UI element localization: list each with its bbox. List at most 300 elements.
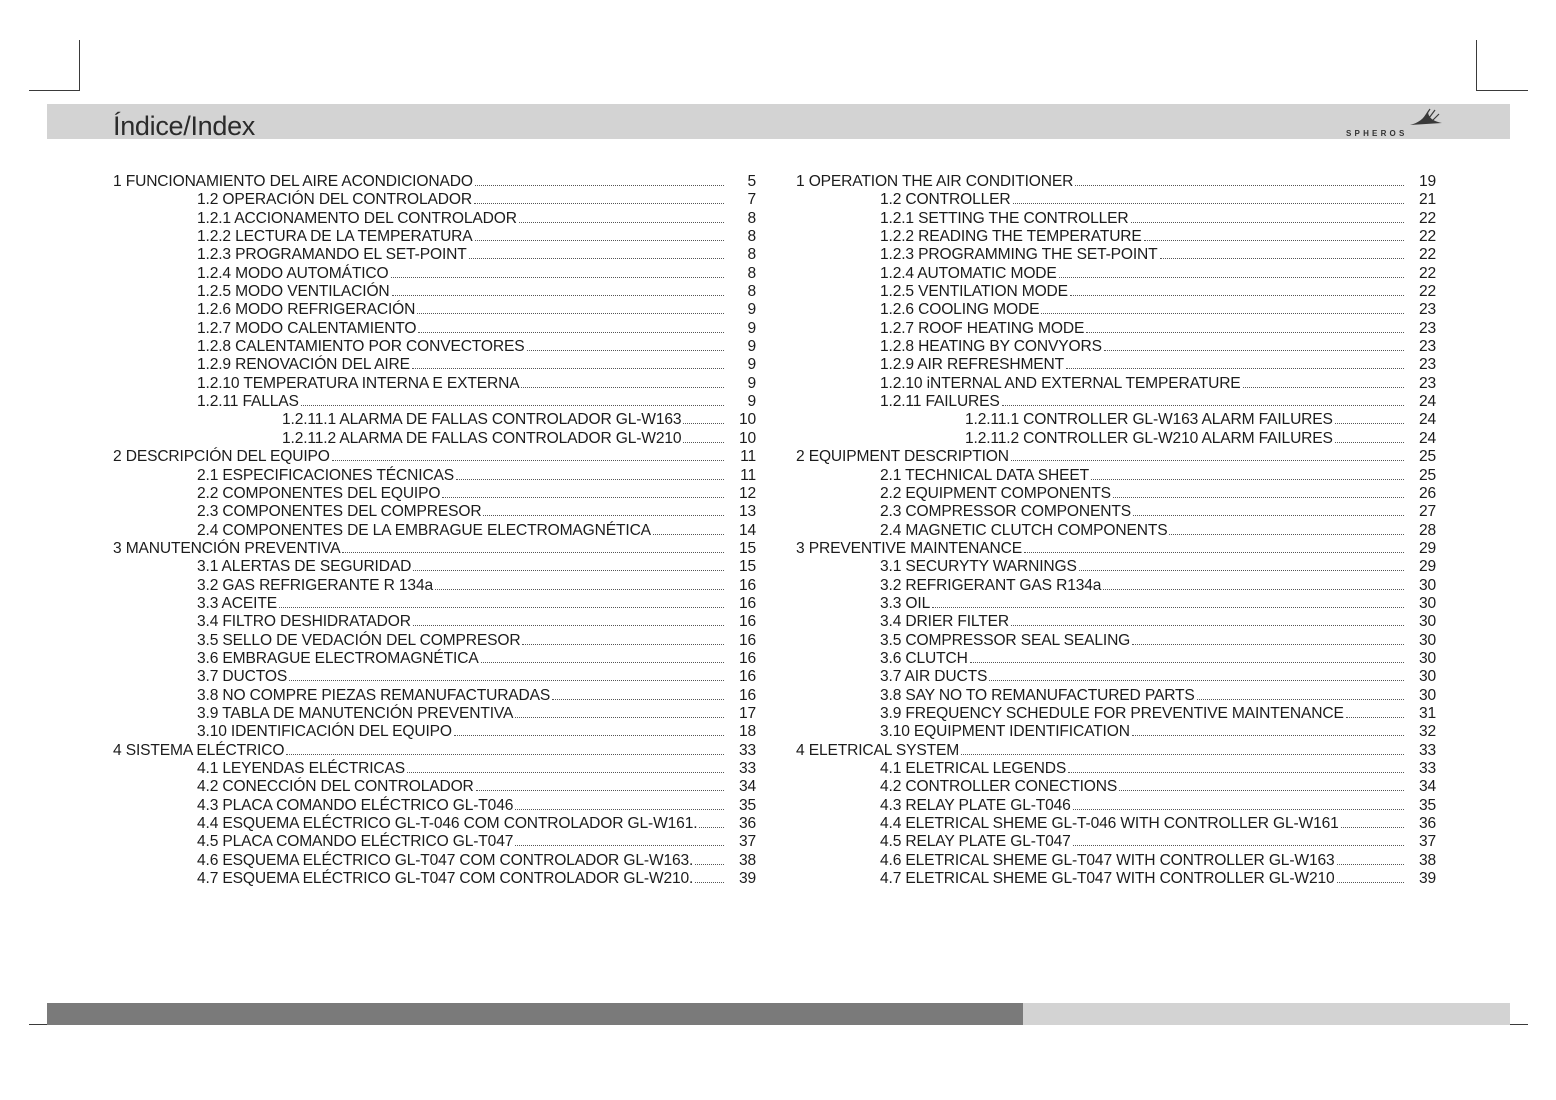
toc-page-number: 19 xyxy=(1418,173,1436,190)
toc-page-number: 8 xyxy=(747,264,756,282)
toc-entry[interactable] xyxy=(113,650,756,668)
toc-entry[interactable] xyxy=(113,375,756,393)
toc-page-number: 10 xyxy=(738,429,756,447)
crop-mark-top-left-vertical xyxy=(79,40,80,90)
toc-entry[interactable] xyxy=(113,173,756,191)
toc-dot-leader xyxy=(699,815,724,828)
toc-entry[interactable] xyxy=(796,705,1436,723)
toc-entry-title: 1.2.9 RENOVACIÓN DEL AIRE xyxy=(197,356,410,374)
toc-dot-leader xyxy=(412,356,724,369)
toc-page-number: 25 xyxy=(1418,448,1436,466)
toc-dot-leader xyxy=(1132,632,1404,645)
toc-entry[interactable] xyxy=(113,320,756,338)
toc-dot-leader xyxy=(1197,687,1404,700)
toc-dot-leader xyxy=(332,448,724,461)
toc-entry-title: 3 MANUTENCIÓN PREVENTIVA xyxy=(113,539,341,557)
toc-page-number: 11 xyxy=(740,466,756,484)
toc-entry[interactable] xyxy=(796,577,1436,595)
toc-dot-leader xyxy=(342,540,724,553)
toc-dot-leader xyxy=(289,668,724,681)
toc-entry[interactable] xyxy=(796,411,1436,429)
toc-entry-title: 1.2.8 HEATING BY CONVYORS xyxy=(880,338,1102,356)
toc-dot-leader xyxy=(1070,283,1404,296)
toc-dot-leader xyxy=(1013,191,1405,204)
toc-entry[interactable] xyxy=(796,558,1436,576)
toc-entry[interactable] xyxy=(113,595,756,613)
toc-dot-leader xyxy=(413,558,724,571)
toc-page-number: 38 xyxy=(1418,851,1436,869)
toc-entry-title: 3.10 IDENTIFICACIÓN DEL EQUIPO xyxy=(197,723,452,741)
toc-entry-title: 3.8 NO COMPRE PIEZAS REMANUFACTURADAS xyxy=(197,686,551,704)
toc-dot-leader xyxy=(522,632,724,645)
toc-page-number: 12 xyxy=(738,484,756,502)
toc-dot-leader xyxy=(413,613,724,626)
toc-entry[interactable] xyxy=(796,210,1436,228)
toc-entry-title: 4.2 CONTROLLER CONECTIONS xyxy=(880,778,1118,796)
toc-dot-leader xyxy=(1335,430,1404,443)
toc-dot-leader xyxy=(1243,375,1404,388)
toc-entry[interactable] xyxy=(113,265,756,283)
toc-page-number: 29 xyxy=(1418,539,1436,557)
toc-entry[interactable] xyxy=(113,668,756,686)
toc-entry-title: 2.3 COMPONENTES DEL COMPRESOR xyxy=(197,503,482,521)
toc-dot-leader xyxy=(515,833,724,846)
toc-page-number: 21 xyxy=(1418,191,1436,209)
toc-entry-title: 2 EQUIPMENT DESCRIPTION xyxy=(796,448,1009,466)
toc-dot-leader xyxy=(475,173,724,186)
toc-entry[interactable] xyxy=(113,485,756,503)
toc-entry[interactable] xyxy=(796,540,1436,558)
toc-entry-title: 1.2.3 PROGRAMANDO EL SET-POINT xyxy=(197,246,467,264)
toc-dot-leader xyxy=(527,338,725,351)
toc-dot-leader xyxy=(970,650,1404,663)
toc-entry-title: 1.2.11 FAILURES xyxy=(880,393,1000,411)
toc-entry[interactable] xyxy=(796,430,1436,448)
toc-entry[interactable] xyxy=(796,668,1436,686)
toc-page-number: 16 xyxy=(738,631,756,649)
toc-page-number: 33 xyxy=(1418,760,1436,777)
toc-dot-leader xyxy=(1131,210,1404,223)
toc-entry[interactable] xyxy=(113,687,756,705)
toc-dot-leader xyxy=(391,265,724,278)
toc-dot-leader xyxy=(1011,448,1404,461)
toc-entry[interactable] xyxy=(113,870,756,888)
toc-entry[interactable] xyxy=(113,778,756,796)
toc-entry-title: 1.2.7 MODO CALENTAMIENTO xyxy=(197,319,417,337)
toc-entry[interactable] xyxy=(113,503,756,521)
toc-page-number: 37 xyxy=(738,833,756,851)
toc-dot-leader xyxy=(1002,393,1404,406)
toc-dot-leader xyxy=(1041,301,1404,314)
toc-dot-leader xyxy=(989,668,1404,681)
toc-entry[interactable] xyxy=(796,467,1436,485)
toc-entry[interactable] xyxy=(113,613,756,631)
toc-entry[interactable] xyxy=(113,742,756,760)
toc-entry-title: 1 OPERATION THE AIR CONDITIONER xyxy=(796,173,1074,190)
toc-page-number: 8 xyxy=(747,283,756,301)
toc-dot-leader xyxy=(653,522,724,535)
toc-page-number: 36 xyxy=(738,815,756,833)
footer-band-dark xyxy=(47,1003,1023,1025)
toc-entry[interactable] xyxy=(113,723,756,741)
toc-entry-title: 4.7 ESQUEMA ELÉCTRICO GL-T047 COM CONTROLADOR GL-W210. xyxy=(197,870,694,888)
toc-entry-title: 1.2.6 MODO REFRIGERACIÓN xyxy=(197,301,416,319)
toc-entry[interactable] xyxy=(796,228,1436,246)
toc-dot-leader xyxy=(515,705,724,718)
toc-entry[interactable] xyxy=(113,540,756,558)
toc-dot-leader xyxy=(683,411,724,424)
toc-page-number: 22 xyxy=(1418,228,1436,246)
logo-wordmark: SPHEROS xyxy=(1346,129,1408,138)
toc-entry-title: 1.2.7 ROOF HEATING MODE xyxy=(880,319,1085,337)
toc-entry-title: 3.8 SAY NO TO REMANUFACTURED PARTS xyxy=(880,686,1195,704)
toc-entry[interactable] xyxy=(796,485,1436,503)
toc-entry[interactable] xyxy=(113,760,756,778)
toc-entry[interactable] xyxy=(796,797,1436,815)
toc-entry-title: 1.2 CONTROLLER xyxy=(880,191,1011,209)
toc-entry[interactable] xyxy=(113,228,756,246)
toc-page-number: 34 xyxy=(1418,778,1436,796)
toc-entry[interactable] xyxy=(796,815,1436,833)
toc-dot-leader xyxy=(1086,320,1404,333)
toc-entry-title: 4.2 CONECCIÓN DEL CONTROLADOR xyxy=(197,778,474,796)
toc-entry-title: 4 SISTEMA ELÉCTRICO xyxy=(113,741,285,759)
toc-entry-title: 4.1 LEYENDAS ELÉCTRICAS xyxy=(197,760,406,777)
toc-dot-leader xyxy=(1091,467,1404,480)
toc-page-number: 22 xyxy=(1418,246,1436,264)
toc-page-number: 38 xyxy=(738,851,756,869)
toc-dot-leader xyxy=(1132,723,1404,736)
toc-page-number: 8 xyxy=(747,246,756,264)
toc-entry-title: 1.2.2 READING THE TEMPERATURE xyxy=(880,228,1142,246)
toc-entry[interactable] xyxy=(796,283,1436,301)
toc-entry[interactable] xyxy=(113,356,756,374)
toc-entry[interactable] xyxy=(796,320,1436,338)
toc-entry-title: 4.5 PLACA COMANDO ELÉCTRICO GL-T047 xyxy=(197,833,514,851)
toc-entry[interactable] xyxy=(796,301,1436,319)
toc-page-number: 33 xyxy=(738,741,756,759)
toc-entry[interactable] xyxy=(113,833,756,851)
toc-entry[interactable] xyxy=(113,632,756,650)
toc-entry-title: 2 DESCRIPCIÓN DEL EQUIPO xyxy=(113,448,330,466)
toc-page-number: 39 xyxy=(1418,870,1436,888)
toc-dot-leader xyxy=(1346,705,1404,718)
footer-band-light xyxy=(1023,1003,1510,1025)
toc-entry[interactable] xyxy=(113,852,756,870)
toc-entry-title: 4.3 PLACA COMANDO ELÉCTRICO GL-T046 xyxy=(197,796,514,814)
toc-page-number: 30 xyxy=(1418,631,1436,649)
toc-page-number: 22 xyxy=(1418,209,1436,227)
toc-dot-leader xyxy=(1337,852,1404,865)
toc-page-number: 37 xyxy=(1418,833,1436,851)
toc-dot-leader xyxy=(1113,485,1404,498)
toc-page-number: 9 xyxy=(747,319,756,337)
toc-dot-leader xyxy=(454,723,724,736)
toc-dot-leader xyxy=(1119,778,1404,791)
toc-dot-leader xyxy=(418,320,724,333)
toc-entry[interactable] xyxy=(113,705,756,723)
toc-page-number: 29 xyxy=(1418,558,1436,576)
crop-mark-top-right-vertical xyxy=(1476,40,1477,90)
toc-entry-title: 1.2.10 TEMPERATURA INTERNA E EXTERNA xyxy=(197,374,520,392)
toc-page-number: 7 xyxy=(747,191,756,209)
toc-dot-leader xyxy=(1011,613,1404,626)
toc-page-number: 24 xyxy=(1418,393,1436,411)
toc-page-number: 24 xyxy=(1418,429,1436,447)
toc-page-number: 35 xyxy=(738,796,756,814)
toc-entry-title: 4.4 ESQUEMA ELÉCTRICO GL-T-046 COM CONTROLADOR GL-W161. xyxy=(197,815,698,833)
toc-entry-title: 1.2.10 iNTERNAL AND EXTERNAL TEMPERATURE xyxy=(880,374,1241,392)
toc-page-number: 30 xyxy=(1418,668,1436,686)
toc-page-number: 23 xyxy=(1418,338,1436,356)
toc-dot-leader xyxy=(1024,540,1404,553)
toc-dot-leader xyxy=(1103,577,1404,590)
toc-entry[interactable] xyxy=(113,393,756,411)
toc-entry-title: 1.2.2 LECTURA DE LA TEMPERATURA xyxy=(197,228,473,246)
toc-entry[interactable] xyxy=(113,558,756,576)
toc-entry-title: 1 FUNCIONAMIENTO DEL AIRE ACONDICIONADO xyxy=(113,173,473,190)
crop-mark-top-right-horizontal xyxy=(1476,90,1528,91)
toc-entry[interactable] xyxy=(796,522,1436,540)
toc-page-number: 8 xyxy=(747,228,756,246)
toc-page-number: 9 xyxy=(747,374,756,392)
toc-page-number: 11 xyxy=(740,448,756,466)
toc-entry[interactable] xyxy=(113,815,756,833)
toc-entry-title: 3.6 CLUTCH xyxy=(880,649,968,667)
toc-page-number: 5 xyxy=(747,173,756,190)
toc-english xyxy=(796,173,1436,888)
toc-entry-title: 3.10 EQUIPMENT IDENTIFICATION xyxy=(880,723,1130,741)
toc-page-number: 23 xyxy=(1418,374,1436,392)
toc-dot-leader xyxy=(483,503,724,516)
toc-dot-leader xyxy=(474,191,724,204)
toc-page-number: 9 xyxy=(747,338,756,356)
toc-entry-title: 3.7 DUCTOS xyxy=(197,668,288,686)
toc-dot-leader xyxy=(1073,797,1404,810)
toc-entry[interactable] xyxy=(113,338,756,356)
toc-dot-leader xyxy=(456,467,724,480)
toc-page-number: 10 xyxy=(738,411,756,429)
toc-page-number: 16 xyxy=(738,668,756,686)
toc-dot-leader xyxy=(519,210,724,223)
toc-entry[interactable] xyxy=(796,632,1436,650)
toc-entry[interactable] xyxy=(796,650,1436,668)
toc-entry-title: 3.7 AIR DUCTS xyxy=(880,668,988,686)
toc-entry[interactable] xyxy=(796,448,1436,466)
toc-page-number: 34 xyxy=(738,778,756,796)
toc-entry-title: 1.2.4 AUTOMATIC MODE xyxy=(880,264,1057,282)
toc-entry[interactable] xyxy=(796,595,1436,613)
toc-page-number: 26 xyxy=(1418,484,1436,502)
toc-dot-leader xyxy=(1068,760,1404,773)
toc-entry-title: 3.1 SECURYTY WARNINGS xyxy=(880,558,1077,576)
toc-entry-title: 4.7 ELETRICAL SHEME GL-T047 WITH CONTROLLER GL-W210 xyxy=(880,870,1335,888)
brand-logo xyxy=(1342,104,1452,140)
toc-entry[interactable] xyxy=(796,852,1436,870)
toc-entry-title: 3.4 FILTRO DESHIDRATADOR xyxy=(197,613,411,631)
toc-page-number: 17 xyxy=(738,704,756,722)
toc-entry-title: 3.9 FREQUENCY SCHEDULE FOR PREVENTIVE MAINTENANCE xyxy=(880,704,1344,722)
toc-entry-title: 1.2.9 AIR REFRESHMENT xyxy=(880,356,1065,374)
toc-entry[interactable] xyxy=(796,870,1436,888)
toc-entry[interactable] xyxy=(796,191,1436,209)
toc-entry-title: 3.5 SELLO DE VEDACIÓN DEL COMPRESOR xyxy=(197,631,521,649)
toc-entry-title: 3.2 GAS REFRIGERANTE R 134a xyxy=(197,576,434,594)
toc-page-number: 36 xyxy=(1418,815,1436,833)
toc-entry-title: 1.2.11.1 CONTROLLER GL-W163 ALARM FAILURES xyxy=(965,411,1333,429)
toc-entry[interactable] xyxy=(796,356,1436,374)
toc-dot-leader xyxy=(695,852,724,865)
toc-entry-title: 3.1 ALERTAS DE SEGURIDAD xyxy=(197,558,412,576)
toc-entry-title: 4.6 ELETRICAL SHEME GL-T047 WITH CONTROLLER GL-W163 xyxy=(880,851,1335,869)
toc-dot-leader xyxy=(1073,833,1404,846)
toc-entry-title: 3.2 REFRIGERANT GAS R134a xyxy=(880,576,1102,594)
toc-entry-title: 4.1 ELETRICAL LEGENDS xyxy=(880,760,1067,777)
toc-page-number: 23 xyxy=(1418,301,1436,319)
toc-entry[interactable] xyxy=(113,210,756,228)
toc-entry-title: 1.2 OPERACIÓN DEL CONTROLADOR xyxy=(197,191,472,209)
toc-entry[interactable] xyxy=(796,760,1436,778)
toc-page-number: 35 xyxy=(1418,796,1436,814)
toc-entry[interactable] xyxy=(113,448,756,466)
toc-dot-leader xyxy=(476,778,724,791)
toc-entry-title: 1.2.5 MODO VENTILACIÓN xyxy=(197,283,390,301)
toc-dot-leader xyxy=(961,742,1404,755)
toc-page-number: 15 xyxy=(738,558,756,576)
toc-page-number: 18 xyxy=(738,723,756,741)
toc-entry-title: 1.2.11.2 ALARMA DE FALLAS CONTROLADOR GL-W210 xyxy=(282,429,682,447)
toc-dot-leader xyxy=(552,687,724,700)
toc-dot-leader xyxy=(1059,265,1404,278)
toc-page-number: 25 xyxy=(1418,466,1436,484)
toc-dot-leader xyxy=(442,485,724,498)
toc-page-number: 22 xyxy=(1418,283,1436,301)
toc-page-number: 30 xyxy=(1418,649,1436,667)
toc-page-number: 16 xyxy=(738,613,756,631)
toc-entry[interactable] xyxy=(113,430,756,448)
toc-entry-title: 3.3 ACEITE xyxy=(197,594,277,612)
toc-dot-leader xyxy=(1144,228,1404,241)
toc-entry[interactable] xyxy=(796,833,1436,851)
toc-entry-title: 1.2.1 ACCIONAMENTO DEL CONTROLADOR xyxy=(197,209,517,227)
toc-dot-leader xyxy=(475,228,724,241)
toc-page-number: 28 xyxy=(1418,521,1436,539)
toc-page-number: 8 xyxy=(747,209,756,227)
toc-entry[interactable] xyxy=(113,191,756,209)
toc-dot-leader xyxy=(1341,815,1404,828)
toc-entry-title: 2.1 TECHNICAL DATA SHEET xyxy=(880,466,1089,484)
toc-entry-title: 2.3 COMPRESSOR COMPONENTS xyxy=(880,503,1131,521)
toc-entry[interactable] xyxy=(796,503,1436,521)
toc-entry[interactable] xyxy=(113,411,756,429)
toc-page-number: 30 xyxy=(1418,613,1436,631)
toc-entry[interactable] xyxy=(113,301,756,319)
toc-entry-title: 3.3 OIL xyxy=(880,594,931,612)
toc-entry[interactable] xyxy=(113,246,756,264)
toc-page-number: 31 xyxy=(1418,704,1436,722)
toc-dot-leader xyxy=(1335,411,1404,424)
toc-entry[interactable] xyxy=(113,797,756,815)
toc-dot-leader xyxy=(279,595,724,608)
toc-entry[interactable] xyxy=(796,613,1436,631)
toc-page-number: 23 xyxy=(1418,319,1436,337)
toc-entry-title: 2.4 MAGNETIC CLUTCH COMPONENTS xyxy=(880,521,1168,539)
toc-page-number: 16 xyxy=(738,649,756,667)
toc-page-number: 33 xyxy=(738,760,756,777)
toc-page-number: 39 xyxy=(738,870,756,888)
toc-entry-title: 3.9 TABLA DE MANUTENCIÓN PREVENTIVA xyxy=(197,704,514,722)
toc-entry-title: 3.4 DRIER FILTER xyxy=(880,613,1010,631)
toc-dot-leader xyxy=(1079,558,1404,571)
toc-entry[interactable] xyxy=(796,687,1436,705)
toc-entry[interactable] xyxy=(113,577,756,595)
toc-entry[interactable] xyxy=(796,338,1436,356)
toc-entry[interactable] xyxy=(796,778,1436,796)
toc-dot-leader xyxy=(1104,338,1404,351)
toc-entry[interactable] xyxy=(796,375,1436,393)
toc-dot-leader xyxy=(301,393,724,406)
toc-page-number: 30 xyxy=(1418,686,1436,704)
toc-dot-leader xyxy=(435,577,724,590)
toc-entry[interactable] xyxy=(796,265,1436,283)
toc-page-number: 30 xyxy=(1418,594,1436,612)
toc-page-number: 23 xyxy=(1418,356,1436,374)
toc-entry-title: 3.5 COMPRESSOR SEAL SEALING xyxy=(880,631,1131,649)
toc-dot-leader xyxy=(1160,246,1404,259)
toc-entry-title: 4 ELETRICAL SYSTEM xyxy=(796,741,960,759)
toc-entry[interactable] xyxy=(796,173,1436,191)
toc-entry-title: 3.6 EMBRAGUE ELECTROMAGNÉTICA xyxy=(197,649,479,667)
toc-entry-title: 1.2.8 CALENTAMIENTO POR CONVECTORES xyxy=(197,338,525,356)
toc-entry[interactable] xyxy=(113,283,756,301)
toc-page-number: 14 xyxy=(738,521,756,539)
toc-dot-leader xyxy=(521,375,724,388)
toc-entry-title: 1.2.6 COOLING MODE xyxy=(880,301,1040,319)
toc-page-number: 9 xyxy=(747,301,756,319)
toc-page-number: 30 xyxy=(1418,576,1436,594)
toc-entry[interactable] xyxy=(796,723,1436,741)
toc-entry[interactable] xyxy=(796,742,1436,760)
toc-dot-leader xyxy=(932,595,1404,608)
toc-page-number: 16 xyxy=(738,594,756,612)
page-title: Índice/Index xyxy=(113,111,255,141)
toc-entry-title: 2.4 COMPONENTES DE LA EMBRAGUE ELECTROMAGNÉTICA xyxy=(197,521,651,539)
toc-page-number: 16 xyxy=(738,576,756,594)
toc-entry-title: 1.2.1 SETTING THE CONTROLLER xyxy=(880,209,1129,227)
crop-mark-top-left-horizontal xyxy=(29,90,80,91)
toc-dot-leader xyxy=(1337,870,1404,883)
toc-dot-leader xyxy=(1075,173,1404,186)
toc-entry-title: 2.1 ESPECIFICACIONES TÉCNICAS xyxy=(197,466,455,484)
toc-page-number: 16 xyxy=(738,686,756,704)
toc-entry-title: 3 PREVENTIVE MAINTENANCE xyxy=(796,539,1023,557)
toc-entry-title: 1.2.11.2 CONTROLLER GL-W210 ALARM FAILURES xyxy=(965,429,1333,447)
toc-entry[interactable] xyxy=(796,246,1436,264)
toc-entry-title: 1.2.11 FALLAS xyxy=(197,393,299,411)
toc-page-number: 9 xyxy=(747,356,756,374)
toc-entry[interactable] xyxy=(796,393,1436,411)
toc-dot-leader xyxy=(1133,503,1404,516)
toc-dot-leader xyxy=(392,283,724,296)
toc-entry-title: 1.2.11.1 ALARMA DE FALLAS CONTROLADOR GL-W163 xyxy=(282,411,682,429)
toc-entry[interactable] xyxy=(113,467,756,485)
toc-dot-leader xyxy=(515,797,724,810)
toc-dot-leader xyxy=(407,760,724,773)
toc-entry-title: 2.2 EQUIPMENT COMPONENTS xyxy=(880,484,1111,502)
toc-dot-leader xyxy=(1169,522,1404,535)
toc-entry[interactable] xyxy=(113,522,756,540)
header-band xyxy=(47,104,1510,139)
